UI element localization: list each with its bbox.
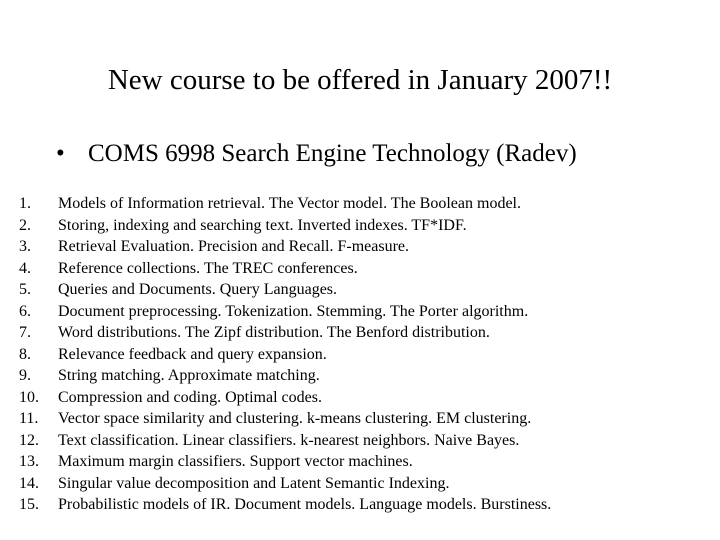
topic-text: String matching. Approximate matching. [58,367,320,384]
topic-item [19,258,629,280]
topic-text: Maximum margin classifiers. Support vector machines. [58,453,413,470]
topic-number: 14. [19,474,39,492]
topic-item [19,215,629,237]
topic-text: Word distributions. The Zipf distribution. The Benford distribution. [58,324,490,341]
topic-item [19,365,629,387]
topic-item [19,344,629,366]
topic-list [19,193,629,516]
topic-item [19,473,629,495]
topic-text: Reference collections. The TREC conferences. [58,259,358,277]
topic-number: 13. [19,453,39,470]
topic-text: Storing, indexing and searching text. Inverted indexes. TF*IDF. [58,216,467,234]
topic-text: Relevance feedback and query expansion. [58,345,327,363]
topic-number: 5. [19,281,31,298]
topic-number: 2. [19,216,31,234]
topic-item [19,279,629,301]
topic-text: Vector space similarity and clustering. k-means clustering. EM clustering. [58,410,532,427]
topic-number: 8. [19,345,31,363]
topic-text: Retrieval Evaluation. Precision and Recall. F-measure. [58,238,409,255]
topic-item [19,408,629,430]
topic-text: Singular value decomposition and Latent Semantic Indexing. [58,474,450,492]
topic-number: 15. [19,496,39,513]
topic-item [19,322,629,344]
topic-text: Probabilistic models of IR. Document models. Language models. Burstiness. [58,496,552,513]
topic-text: Queries and Documents. Query Languages. [58,281,338,298]
topic-item [19,430,629,452]
topic-item [19,387,629,409]
topic-number: 12. [19,431,39,449]
topic-item [19,301,629,323]
topic-number: 11. [19,410,39,427]
topic-text: Models of Information retrieval. The Vector model. The Boolean model. [58,195,521,212]
topic-number: 10. [19,388,39,406]
topic-number: 4. [19,259,31,277]
course-heading [56,137,577,171]
bullet-icon: • [56,140,65,167]
slide-title: New course to be offered in January 2007!! [107,64,613,96]
topic-number: 3. [19,238,31,255]
topic-number: 7. [19,324,31,341]
topic-item [19,236,629,258]
topic-text: Document preprocessing. Tokenization. Stemming. The Porter algorithm. [58,302,529,320]
course-name: COMS 6998 Search Engine Technology (Radev) [88,140,577,167]
topic-text: Text classification. Linear classifiers. k-nearest neighbors. Naive Bayes. [58,431,520,449]
topic-number: 1. [19,195,31,212]
topic-item [19,451,629,473]
topic-number: 9. [19,367,31,384]
topic-text: Compression and coding. Optimal codes. [58,388,322,406]
topic-item [19,494,629,516]
topic-number: 6. [19,302,31,320]
topic-item [19,193,629,215]
